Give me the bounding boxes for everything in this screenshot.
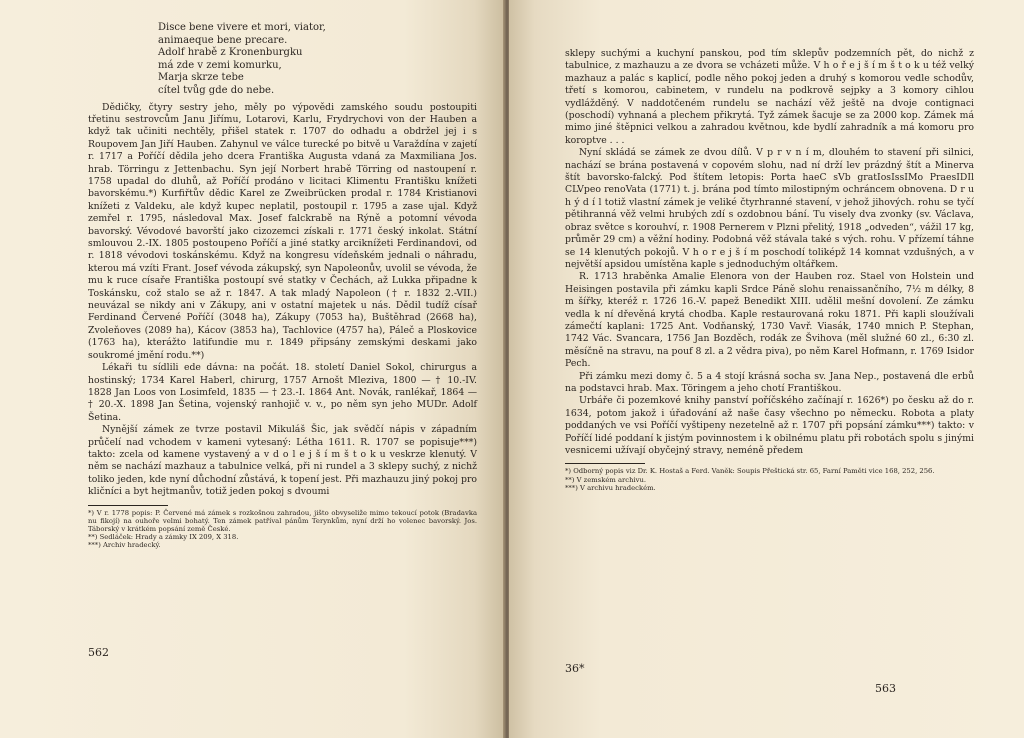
paragraph-castle-parts: Nyní skládá se zámek ze dvou dílů. V p r v n í m, dlouhém to stavení při silnici, nachází se brána postavená v copovém slohu, nad ní drží lev prázdný štít a Minerva štít bavorsko-falcký. Pod štítem letopis: Porta haeC sVb gratIosIssIMo PraesIDIl CLVpeo renoVata (1771) t. j. brána pod tímto milostipným ochráncem obnovena. D r u h ý d í l totiž vlastní zámek je veliké čtyrhranné stavení, v jehož jihových. rohu se tyčí pětihranná věž velmi hrubých zdí s ozdobnou bání. Tu visely dva zvonky (sv. Václava, obraz světce s korouhví, r. 1908 Pernerem v Plzni přelitý, 1918 „odveden“, vážil 17 kg, průměr 29 cm) a věžní hodiny. Podobná věž stávala také s vých. rohu. V přízemí táhne se 14 klenutých pokojů. V h o r e j š í m poschodí toliképž 14 komnat vzdušných, a v největší apsidou umístěna kaple s jednoduchým oltářkem.	[565, 147, 974, 270]
footnote: *) V r. 1778 popis: P. Červené má zámek s rozkošnou zahradou, jišto obvyseliže mimo tekoucí potok (Bradavka nu fikojí) na ouhoře velmi bohatý. Ten zámek patříval pánům Terynkům, nyní drží ho volenec bavorský. Jos. Táborský v krátkém popsání země České.	[88, 508, 477, 533]
footnote: *) Odborný popis viz Dr. K. Hostaš a Ferd. Vaněk: Soupis Přeštická str. 65, Farní Paměti vice 168, 252, 256.	[565, 467, 935, 476]
verse-line: cítel tvůg gde do nebe.	[158, 84, 275, 96]
left-page	[0, 0, 505, 738]
footnote: ***) V archivu hradeckém.	[565, 483, 656, 492]
paragraph-statue: Při zámku mezi domy č. 5 a 4 stojí krásná socha sv. Jana Nep., postavená dle erbů na podstavci hrab. Max. Töringem a jeho chotí Františkou.	[565, 370, 974, 394]
right-page	[509, 0, 1024, 738]
paragraph-urbaria: Urbáře či pozemkové knihy panství poříčského začínají r. 1626*) po česku až do r. 1634, potom jakož i úřadování až naše časy všechno po německu. Robota a platy poddaných ve vsi Poříčí vyštipeny nezetelně až r. 1707 při popsání zámku***) takto: v Poříčí lidé poddaní k jistým povinnostem i k obilnému platu při robotách spolu s jinými vesnicemi užívají obyčejný stravy, neméně předem	[565, 395, 974, 456]
paragraph-cellars: sklepy suchými a kuchyní panskou, pod tím sklepův podzemních pět, do nichž z tabulnice, z mazhauzu a ze dvora se vcházeti může. V h o ř e j š í m š t o k u též velký mazhauz a palác s kaplicí, podle něho pokoj jeden a druhý s komorou vedle schodův, třetí s komorou, cabinetem, v rundelu na podkrově sejpky a 3 komory cihlou vydlážděný. V naddotčeném rundelu se nachází věž ještě na dvoje contignaci (poschodí) vyhnaná a plechem přikrytá. Tyž zámek šacuje se za 2000 kop. Zámek má mimo jiné štěpnici velkou a zahradou květnou, kde bydlí zahradník a má komoru pro koroptve . . .	[565, 48, 974, 146]
verse-line: Disce bene vivere et mori, viator,	[158, 22, 326, 33]
footnote-rule	[565, 463, 645, 464]
footnote: **) V zemském archivu.	[565, 475, 646, 484]
footnote: **) Sedláček: Hrady a zámky IX 209, X 318.	[88, 533, 239, 542]
signature-mark: 36*	[565, 662, 585, 675]
page-number: 563	[875, 682, 896, 695]
footnote: ***) Archiv hradecký.	[88, 541, 161, 550]
paragraph-castle: Nynější zámek ze tvrze postavil Mikuláš Šic, jak svědčí nápis v západním průčelí nad vchodem v kameni vytesaný: Létha 1611. R. 1707 se popisuje***) takto: zcela od kamene vystavený a v d o l e j š í m š t o k u veskrze klenutý. V něm se nachází mazhauz a tabulnice velká, při ni rundel a 3 sklepy suchý, z nichž toliko jeden, kde nyní důchodní zůstává, k topení jest. Při mazhauzu jiný pokoj pro kličníci a byt hejtmanův, totiž jeden pokoj s dvoumi	[88, 424, 477, 498]
footnotes	[88, 509, 477, 550]
page-number: 562	[88, 646, 109, 659]
epitaph-verse	[158, 22, 477, 98]
paragraph-physicians: Lékaři tu sídlili ede dávna: na počát. 18. století Daniel Sokol, chirurgus a hostinský; 1734 Karel Haberl, chirurg, 1757 Arnošt Mleziva, 1800 — † 10.-IV. 1828 Jan Loos von Losimfeld, 1835 — † 23.-I. 1864 Ant. Novák, ranlékař, 1864 — † 20.-X. 1898 Jan Šetina, vojenský ranhojič v. v., po něm syn jeho MUDr. Adolf Šetina.	[88, 362, 477, 423]
verse-line: má zde v zemi komurku,	[158, 59, 282, 71]
paragraph-heirs: Dědičky, čtyry sestry jeho, měly po výpovědi zamského soudu postoupiti třetinu sestrovcům Janu Jiřímu, Lotarovi, Karlu, Frydrychovi von der Hauben a když tak učiniti nechtěly, přišel statek r. 1707 do odhadu a obdržel jej i s Roupovem Jan Jiří Hauben. Zahynul ve válce turecké po bitvě u Varaždína v zajetí r. 1717 a Poříčí dědila jeho dcera Františka Augusta vdaná za Maxmiliana Jos. hrab. Törringu z Jettenbachu. Syn její Norbert hrabě Törring od nastoupení r. 1758 upadal do dluhů, až Poříčí prodáno v licitaci Klimentu Františku knížeti bavorskému.*) Kurfiřtův dědic Karel ze Zweibrücken prodal r. 1784 Kristianovi knížeti z Valdeku, ale když kupec neplatil, postoupil r. 1795 a zase ujal. Když zemřel r. 1795, následoval Max. Josef falckrabě na Rýně a potomní vévoda bavorský. Vévodové bavorští jako cizozemci získali r. 1771 český inkolat. Státní smlouvou 2.-IX. 1805 postoupeno Poříčí a jiné statky arciknížeti Ferdinandovi, od r. 1818 vévodovi toskánskému. Když na kongresu vídeňském jednali o náhradu, kterou má vzíti Frant. Josef vévoda zákupský, syn Napoleonův, uvolil se vévoda, že mu k ruce císaře Františka postoupí své statky v Čechách, až Lukka připadne k Toskánsku, což stalo se až r. 1847. A tak mladý Napoleon († r. 1832 2.-VII.) neuvázal se nikdy ani v Zákupy, ani v ostatní majetek u nás. Dědil tudíž císař Ferdinand Červené Poříčí (3048 ha), Zákupy (7053 ha), Buštěhrad (2668 ha), Zvoleňoves (2089 ha), Kácov (3853 ha), Tachlovice (4757 ha), Páleč a Ploskovice (1763 ha), kterážto latifundie mu r. 1849 připsány zemskými deskami jako soukromé jmění rodu.**)	[88, 101, 477, 361]
footnotes	[565, 467, 974, 492]
verse-line: animaeque bene precare.	[158, 34, 288, 46]
verse-line: Marja skrze tebe	[158, 72, 244, 84]
paragraph-chapel: R. 1713 hraběnka Amalie Elenora von der Hauben roz. Stael von Holstein und Heisingen postavila při zámku kapli Srdce Páně slohu renaissančního, 7½ m délky, 8 m šířky, kteréž r. 1726 16.-V. papež Benedikt XIII. udělil mešní dovolení. Ze zámku vedla k ní dřevěná krytá chodba. Kaple restaurovaná roku 1871. Při kapli sloužívali zámečtí kaplani: 1725 Ant. Vodňanský, 1730 Vavř. Viasák, 1740 mnich P. Stephan, 1742 Vác. Svancara, 1756 Jan Bozděch, rodák ze Švihova (měl služné 60 zl., 6:30 zl. měsíčně na stravu, na pouf 8 zl. a 2 vědra piva), po něm Karel Hofmann, r. 1769 Isidor Pech.	[565, 271, 974, 370]
footnote-rule	[88, 505, 168, 506]
verse-line: Adolf hrabě z Kronenburgku	[158, 47, 303, 59]
